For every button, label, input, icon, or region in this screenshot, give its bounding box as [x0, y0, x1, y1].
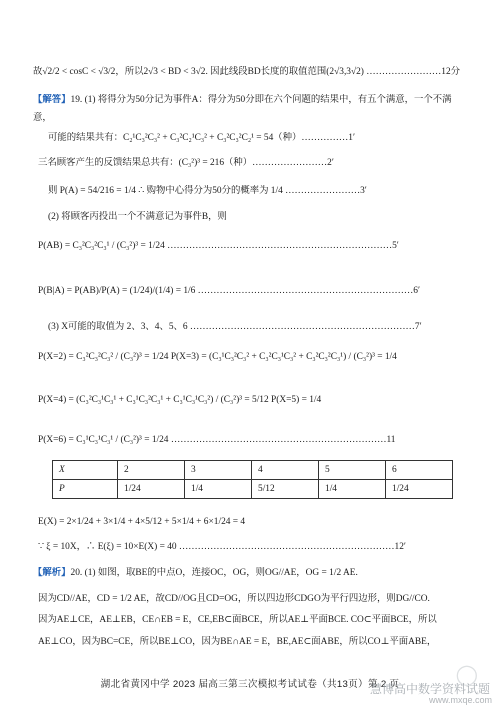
table-cell: 4	[252, 461, 319, 480]
watermark-url: www.mxqe.com	[428, 695, 492, 705]
text-line-19: AE⊥CO，因为BC=CE，所以BE⊥CO，因为BE∩AE = E，BE,AE⊂面ABE，所以CO⊥平面ABE，	[38, 637, 437, 647]
table-cell: 1/4	[319, 480, 386, 499]
distribution-table	[52, 460, 453, 499]
text-line-5: 三名顾客产生的反馈结果总共有：(C₃²)³ = 216（种）……………………2′	[38, 158, 334, 168]
watermark-logo: ◯	[455, 664, 478, 686]
table-cell: 1/24	[386, 480, 453, 499]
problem-19-tag: 【解答】	[33, 95, 71, 105]
table-cell: 6	[386, 461, 453, 480]
text-line-14: E(X) = 2×1/24 + 3×1/4 + 4×5/12 + 5×1/4 + 6×1/24 = 4	[38, 517, 246, 527]
table-cell: 5/12	[252, 480, 319, 499]
table-cell: 5	[319, 461, 386, 480]
text-line-7: (2) 将顾客丙投出一个不满意记为事件B，则	[48, 212, 227, 222]
text-line-6: 则 P(A) = 54/216 = 1/4 ∴ 购物中心得分为50分的概率为 1/4 ……………………3′	[48, 186, 367, 196]
table-cell: 1/4	[185, 480, 252, 499]
table-cell: X	[53, 461, 118, 480]
text-line-18: 因为AE⊥CE，AE⊥EB，CE∩EB = E，CE,EB⊂面BCE，所以AE⊥平面BCE. CO⊂平面BCE，所以	[38, 615, 437, 625]
table-row	[53, 461, 453, 480]
problem-20-tag: 【解析】	[33, 568, 71, 578]
table-cell: 2	[118, 461, 185, 480]
watermark-text: 慧博高中数学资料试题	[369, 682, 490, 696]
text-line-9: P(B|A) = P(AB)/P(A) = (1/24)/(1/4) = 1/6 ……………………………………………………………6′	[38, 286, 421, 296]
text-line-3: 意，	[33, 113, 52, 123]
table-row	[53, 480, 453, 499]
text-line-17: 因为CD//AE，CD = 1/2 AE，故CD//OG且CD=OG，所以四边形CDGO为平行四边形，则DG//CO.	[38, 594, 430, 604]
text-line-2	[33, 94, 472, 106]
table-cell: 3	[185, 461, 252, 480]
text-line-1: 故√2/2 < cosC < √3/2，所以2√3 < BD < 3√2. 因此线段BD长度的取值范围(2√3,3√2) ……………………12分	[33, 67, 461, 77]
text-line-16	[33, 567, 472, 579]
table-cell: P	[53, 480, 118, 499]
text-line-15: ∵ ξ = 10X，∴ E(ξ) = 10×E(X) = 40 ……………………………………………………………12′	[38, 542, 406, 552]
text-line-12: P(X=4) = (C₃²C₃¹C₃¹ + C₃¹C₃²C₃¹ + C₃¹C₃¹C₃²) / (C₃²)³ = 5/12 P(X=5) = 1/4	[38, 395, 322, 405]
page-footer: 湖北省黄冈中学 2023 届高三第三次模拟考试试卷（共13页）第 2 页	[100, 679, 400, 690]
text-line-10: (3) X可能的取值为 2、3、4、5、6 ………………………………………………………………7′	[48, 322, 422, 332]
text-line-8: P(AB) = C₃²C₃²C₃¹ / (C₃²)³ = 1/24 ………………………………………………………………5′	[38, 241, 399, 251]
text-line-13: P(X=6) = C₃¹C₃¹C₃¹ / (C₃²)³ = 1/24 ……………………………………………………………11	[38, 435, 396, 445]
text-line-4: 可能的结果共有：C₂¹C₃²C₃² + C₃²C₂¹C₃² + C₃²C₃²C₂¹ = 54（种）……………1′	[48, 133, 356, 143]
problem-20-intro: 20. (1) 如图，取BE的中点O，连接OC，OG，则OG//AE，OG = 1/2 AE.	[70, 568, 358, 578]
problem-19-intro: 19. (1) 将得分为50分记为事件A：得分为50分即在六个问题的结果中，有五个满意，一个不满	[70, 95, 452, 105]
text-line-11: P(X=2) = C₃²C₃²C₃² / (C₃²)³ = 1/24 P(X=3) = (C₃¹C₃²C₃² + C₃²C₃¹C₃² + C₃²C₃²C₃¹) / (C₃²)³ = 1/4	[38, 352, 397, 362]
table-cell: 1/24	[118, 480, 185, 499]
